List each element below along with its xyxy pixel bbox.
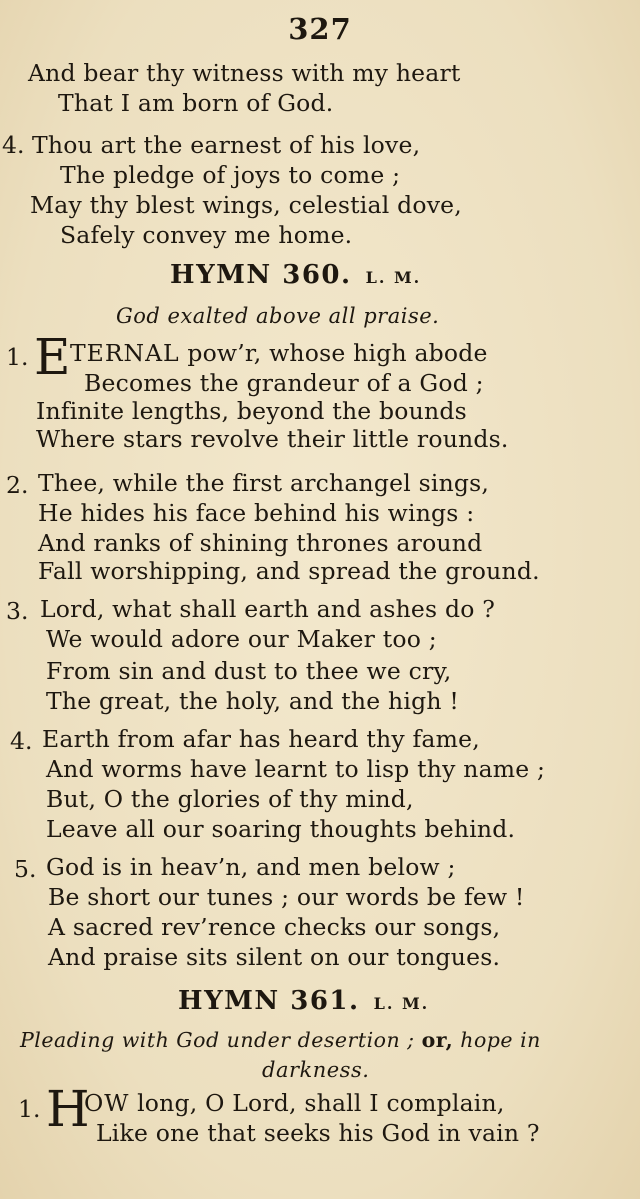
verse-line: The pledge of joys to come ; — [60, 161, 401, 189]
hymn-number: HYMN 360. — [170, 260, 352, 290]
verse-line: Lord, what shall earth and ashes do ? — [40, 595, 496, 623]
verse-line: Infinite lengths, beyond the bounds — [36, 397, 467, 425]
stanza-number: 3. — [6, 597, 29, 625]
hymn-meter: L. M. — [365, 268, 422, 287]
verse-line: Be short our tunes ; our words be few ! — [48, 883, 525, 911]
verse-line: And praise sits silent on our tongues. — [48, 943, 501, 971]
hymn-subtitle: God exalted above all praise. — [116, 304, 440, 328]
stanza-number: 1. — [6, 343, 29, 371]
verse-line: Leave all our soaring thoughts behind. — [46, 815, 516, 843]
verse-line: Where stars revolve their little rounds. — [36, 425, 509, 453]
stanza-number: 4. — [2, 131, 25, 159]
verse-line: God is in heav’n, and men below ; — [46, 853, 456, 881]
verse-line: The great, the holy, and the high ! — [46, 687, 459, 715]
drop-cap: H — [46, 1080, 90, 1138]
verse-line: Earth from afar has heard thy fame, — [42, 725, 480, 753]
first-line-tail: long, O Lord, shall I complain, — [129, 1089, 505, 1117]
verse-line: And bear thy witness with my heart — [28, 59, 461, 87]
subtitle-part: hope in — [453, 1028, 541, 1052]
verse-line: Becomes the grandeur of a God ; — [84, 369, 484, 397]
verse-line: Like one that seeks his God in vain ? — [96, 1119, 540, 1147]
hymn-title — [178, 984, 429, 1021]
verse-line: That I am born of God. — [58, 89, 334, 117]
stanza-number: 2. — [6, 471, 29, 499]
page-number: 327 — [288, 12, 352, 46]
first-word-rest: OW — [84, 1089, 130, 1117]
verse-line: Thou art the earnest of his love, — [32, 131, 421, 159]
stanza-number: 5. — [14, 855, 37, 883]
stanza-number: 1. — [18, 1095, 41, 1123]
first-line-tail: pow’r, whose high abode — [179, 339, 488, 367]
hymn-meter: L. M. — [373, 994, 430, 1013]
verse-line: Fall worshipping, and spread the ground. — [38, 557, 540, 585]
verse-line: We would adore our Maker too ; — [46, 625, 437, 653]
stanza-number: 4. — [10, 727, 33, 755]
drop-cap: E — [34, 328, 71, 386]
hymn-title — [170, 258, 421, 295]
verse-line: And worms have learnt to lisp thy name ; — [46, 755, 546, 783]
hymn-subtitle — [20, 1026, 541, 1054]
verse-line: Thee, while the first archangel sings, — [38, 469, 490, 497]
verse-line: Safely convey me home. — [60, 221, 353, 249]
verse-line: From sin and dust to thee we cry, — [46, 657, 452, 685]
verse-line: May thy blest wings, celestial dove, — [30, 191, 462, 219]
hymn-number: HYMN 361. — [178, 986, 360, 1016]
first-word-rest: TERNAL — [70, 339, 180, 367]
verse-line: A sacred rev’rence checks our songs, — [48, 913, 501, 941]
verse-line-first — [70, 338, 488, 368]
subtitle-part: Pleading with God under desertion ; — [20, 1028, 422, 1052]
verse-line-first — [84, 1088, 505, 1118]
verse-line: But, O the glories of thy mind, — [46, 785, 414, 813]
hymn-subtitle-continued: darkness. — [262, 1058, 370, 1082]
verse-line: He hides his face behind his wings : — [38, 499, 475, 527]
verse-line: And ranks of shining thrones around — [38, 529, 483, 557]
subtitle-or: or, — [421, 1028, 454, 1052]
